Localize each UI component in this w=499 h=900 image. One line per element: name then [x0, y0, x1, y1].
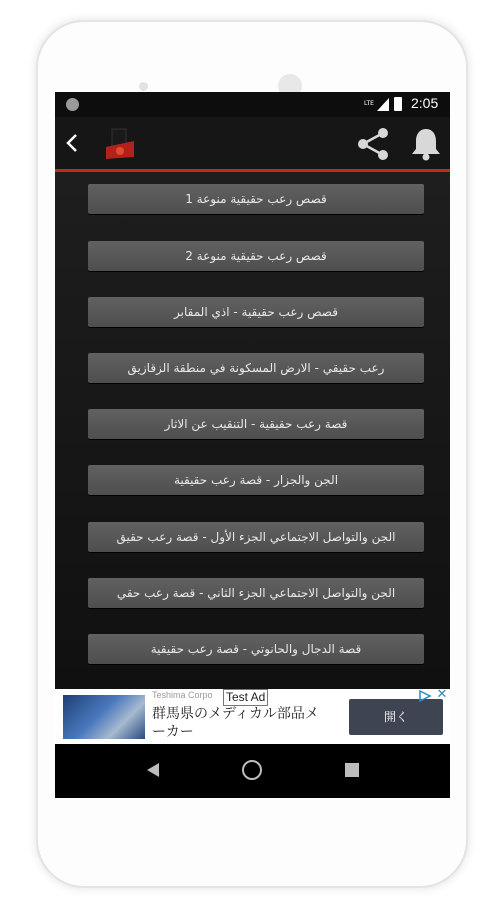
app-logo-icon	[103, 127, 137, 161]
story-item-5[interactable]: قصة رعب حقيقية - التنقيب عن الاثار	[88, 409, 424, 439]
ad-image[interactable]	[63, 695, 145, 739]
story-item-2[interactable]: قصص رعب حقيقية منوعة 2	[88, 241, 424, 271]
story-list	[55, 172, 450, 689]
system-nav-bar	[55, 744, 450, 798]
story-item-3[interactable]: قصص رعب حقيقية - اذي المقابر	[88, 297, 424, 327]
ad-open-button[interactable]: 開く	[349, 699, 443, 735]
share-icon[interactable]	[353, 127, 393, 161]
bell-icon[interactable]	[407, 125, 445, 163]
story-item-8[interactable]: الجن والتواصل الاجتماعي الجزء الثاني - قصة رعب حقي	[88, 578, 424, 608]
lte-indicator: LTE	[364, 100, 374, 107]
adchoices-icon[interactable]	[418, 690, 432, 702]
ad-close-icon[interactable]: ✕	[436, 687, 448, 702]
ad-banner[interactable]	[55, 689, 450, 744]
story-item-9[interactable]: قصة الدجال والحانوتي - قصة رعب حقيقية	[88, 634, 424, 664]
nav-back-icon[interactable]	[146, 762, 160, 778]
nav-home-icon[interactable]	[242, 760, 262, 780]
nav-recent-icon[interactable]	[345, 763, 359, 777]
story-item-1[interactable]: قصص رعب حقيقية منوعة 1	[88, 184, 424, 214]
ad-advertiser: Teshima Corpo	[152, 690, 213, 700]
story-item-4[interactable]: رعب حقيقي - الارض المسكونة في منطقة الزقازيق	[88, 353, 424, 383]
status-bar	[55, 92, 450, 117]
notification-icon	[66, 98, 79, 111]
device-sensor	[139, 82, 148, 91]
back-chevron-icon[interactable]	[61, 131, 85, 155]
app-screen	[55, 92, 450, 798]
battery-icon	[394, 97, 402, 111]
ad-headline[interactable]: 群馬県のメディカル部品メーカー	[152, 706, 319, 740]
story-item-7[interactable]: الجن والتواصل الاجتماعي الجزء الأول - قصة رعب حقيق	[88, 522, 424, 552]
signal-icon	[377, 98, 389, 111]
status-time: 2:05	[411, 95, 439, 111]
story-item-6[interactable]: الجن والجزار - قصة رعب حقيقية	[88, 465, 424, 495]
app-toolbar	[55, 117, 450, 172]
test-ad-badge: Test Ad	[223, 689, 268, 706]
